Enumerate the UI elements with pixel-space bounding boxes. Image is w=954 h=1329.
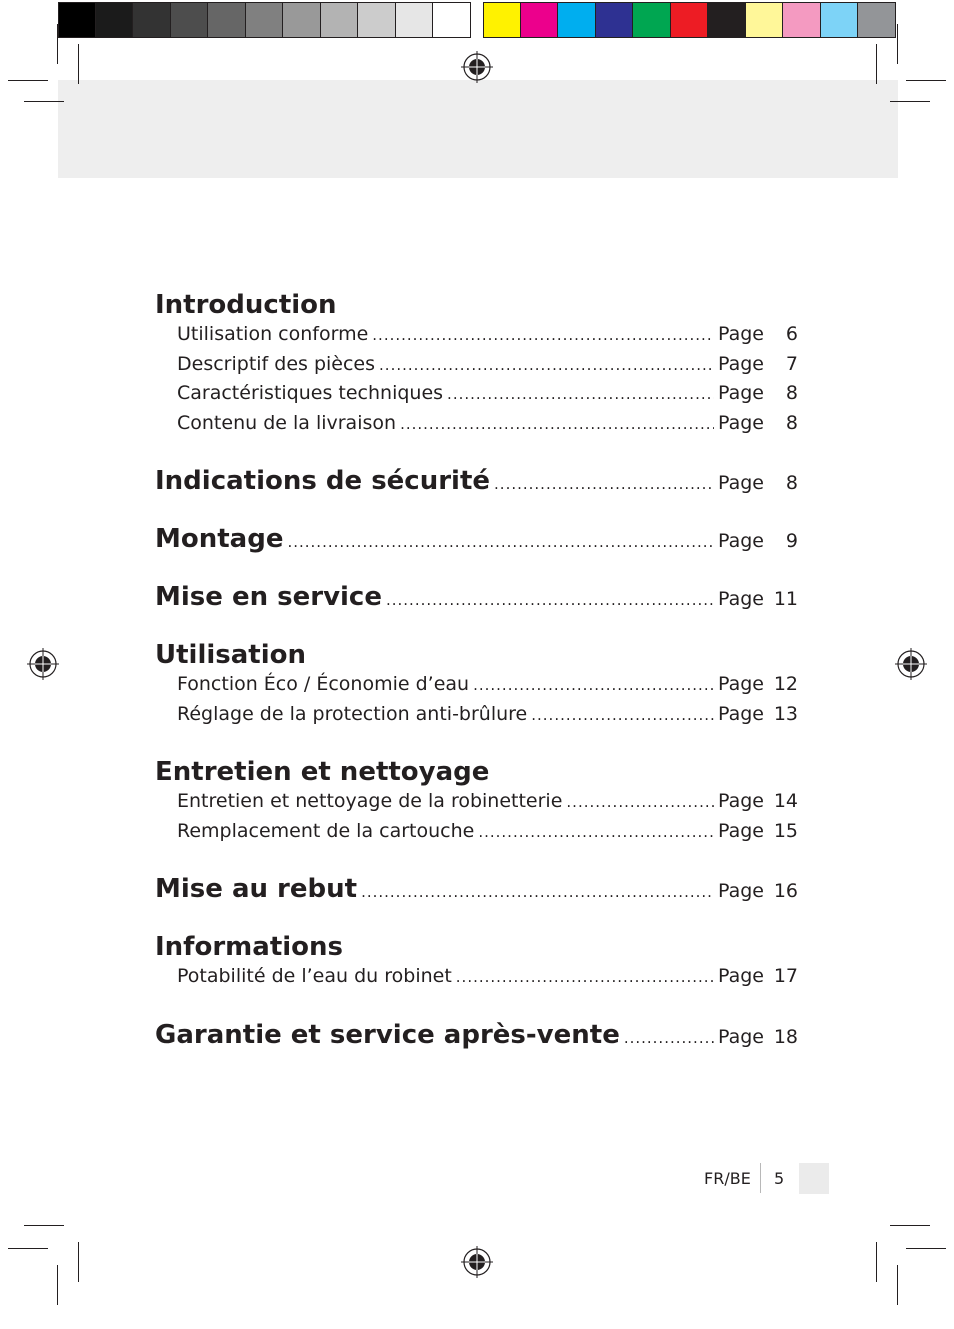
toc-heading-label: Informations — [155, 932, 344, 962]
color-swatch — [396, 2, 434, 38]
dot-leader — [494, 469, 714, 499]
color-swatch — [208, 2, 246, 38]
toc-heading-garantie[interactable] — [155, 1020, 798, 1050]
toc-heading-label: Introduction — [155, 290, 337, 320]
dot-leader — [372, 321, 714, 351]
toc-heading-mise-au-rebut[interactable] — [155, 874, 798, 904]
toc-heading-label: Mise en service — [155, 582, 382, 612]
toc-entry-label: Entretien et nettoyage de la robinetterie — [177, 790, 563, 812]
crop-mark — [57, 1265, 58, 1305]
page-number: 17 — [773, 965, 798, 987]
footer-divider — [760, 1163, 761, 1193]
color-swatch — [596, 2, 634, 38]
page-word: Page — [718, 588, 764, 610]
page-word: Page — [718, 382, 764, 404]
crop-mark — [78, 44, 79, 84]
color-swatch — [633, 2, 671, 38]
toc-heading-label: Indications de sécurité — [155, 466, 491, 496]
page-word: Page — [718, 1025, 764, 1048]
registration-mark-icon — [461, 1246, 493, 1278]
color-swatch — [133, 2, 171, 38]
color-swatch — [783, 2, 821, 38]
page-number: 15 — [773, 819, 798, 842]
toc-entry[interactable] — [155, 962, 798, 992]
page-word: Page — [718, 411, 764, 434]
page-word: Page — [718, 790, 764, 812]
toc-section-introduction — [155, 290, 798, 438]
page-number: 8 — [785, 411, 798, 434]
toc-entry[interactable] — [155, 409, 798, 439]
table-of-contents — [155, 290, 798, 1050]
footer-tab-box — [799, 1163, 829, 1194]
page-number: 7 — [785, 352, 798, 375]
dot-leader — [400, 410, 714, 440]
toc-heading-label: Utilisation — [155, 640, 307, 670]
toc-heading-securite[interactable] — [155, 466, 798, 496]
toc-entry-label: Utilisation conforme — [177, 323, 369, 345]
dot-leader — [447, 380, 714, 410]
page-word: Page — [718, 673, 764, 695]
toc-heading[interactable] — [155, 757, 798, 787]
crop-mark — [24, 101, 64, 102]
toc-section-entretien — [155, 757, 798, 846]
page-word: Page — [718, 323, 764, 345]
page-number: 14 — [773, 790, 798, 812]
color-swatch — [671, 2, 709, 38]
color-calibration-bar — [483, 2, 896, 38]
crop-mark — [876, 44, 877, 84]
toc-entry-label: Contenu de la livraison — [177, 411, 397, 434]
toc-heading-label: Garantie et service après-vente — [155, 1019, 620, 1050]
crop-mark — [906, 80, 946, 81]
toc-entry[interactable] — [155, 670, 798, 700]
color-swatch — [521, 2, 559, 38]
page-number: 8 — [785, 382, 798, 404]
toc-heading-montage[interactable] — [155, 524, 798, 554]
toc-heading[interactable] — [155, 640, 798, 670]
page-number: 12 — [773, 673, 798, 695]
crop-mark — [24, 1225, 64, 1226]
page-number: 13 — [773, 702, 798, 725]
crop-mark — [876, 1242, 877, 1282]
page-word: Page — [718, 702, 764, 725]
page-word: Page — [718, 472, 764, 494]
page-number: 18 — [773, 1025, 798, 1048]
grayscale-calibration-bar — [58, 2, 471, 38]
dot-leader — [361, 877, 714, 907]
toc-entry[interactable] — [155, 787, 798, 817]
page-number: 9 — [785, 530, 798, 552]
dot-leader — [473, 671, 714, 701]
toc-heading-mise-en-service[interactable] — [155, 582, 798, 612]
crop-mark — [906, 1248, 946, 1249]
color-swatch — [246, 2, 284, 38]
dot-leader — [624, 1023, 714, 1053]
dot-leader — [287, 527, 714, 557]
toc-heading-label: Montage — [155, 524, 284, 554]
toc-heading[interactable] — [155, 290, 798, 320]
color-swatch — [96, 2, 134, 38]
color-swatch — [708, 2, 746, 38]
page-number: 8 — [785, 472, 798, 494]
toc-entry[interactable] — [155, 350, 798, 380]
toc-entry-label: Réglage de la protection anti-brûlure — [177, 702, 528, 725]
crop-mark — [78, 1242, 79, 1282]
crop-mark — [890, 101, 930, 102]
page-number: 16 — [773, 880, 798, 902]
color-swatch — [171, 2, 209, 38]
page-number: 6 — [785, 323, 798, 345]
crop-mark — [57, 24, 58, 64]
page-word: Page — [718, 965, 764, 987]
toc-entry[interactable] — [155, 320, 798, 350]
page-word: Page — [718, 880, 764, 902]
toc-entry-label: Potabilité de l’eau du robinet — [177, 965, 452, 987]
footer-page-number: 5 — [774, 1169, 785, 1188]
color-swatch — [358, 2, 396, 38]
toc-entry-label: Remplacement de la cartouche — [177, 819, 475, 842]
toc-section-informations — [155, 932, 798, 992]
page-word: Page — [718, 352, 764, 375]
toc-section-utilisation — [155, 640, 798, 729]
registration-mark-icon — [461, 51, 493, 83]
color-swatch — [821, 2, 859, 38]
dot-leader — [386, 585, 714, 615]
crop-mark — [8, 80, 48, 81]
page-number: 11 — [773, 588, 798, 610]
dot-leader — [478, 818, 714, 848]
color-swatch — [483, 2, 521, 38]
color-swatch — [283, 2, 321, 38]
page-word: Page — [718, 819, 764, 842]
dot-leader — [531, 701, 714, 731]
crop-mark — [897, 1265, 898, 1305]
toc-heading[interactable] — [155, 932, 798, 962]
color-swatch — [58, 2, 96, 38]
dot-leader — [566, 788, 714, 818]
toc-heading-label: Mise au rebut — [155, 874, 358, 904]
toc-heading-label: Entretien et nettoyage — [155, 757, 490, 787]
toc-entry-label: Descriptif des pièces — [177, 352, 376, 375]
toc-entry[interactable] — [155, 817, 798, 847]
registration-mark-icon — [27, 648, 59, 680]
crop-mark — [890, 1225, 930, 1226]
crop-mark — [897, 24, 898, 64]
color-swatch — [858, 2, 896, 38]
crop-mark — [8, 1248, 48, 1249]
toc-entry-label: Fonction Éco / Économie d’eau — [177, 673, 470, 695]
registration-mark-icon — [895, 648, 927, 680]
header-band — [58, 80, 898, 178]
color-swatch — [558, 2, 596, 38]
toc-entry-label: Caractéristiques techniques — [177, 382, 444, 404]
color-swatch — [746, 2, 784, 38]
footer-language: FR/BE — [704, 1169, 751, 1188]
page-word: Page — [718, 530, 764, 552]
toc-entry[interactable] — [155, 379, 798, 409]
color-swatch — [321, 2, 359, 38]
color-swatch — [433, 2, 471, 38]
toc-entry[interactable] — [155, 700, 798, 730]
dot-leader — [379, 351, 714, 381]
dot-leader — [456, 963, 714, 993]
